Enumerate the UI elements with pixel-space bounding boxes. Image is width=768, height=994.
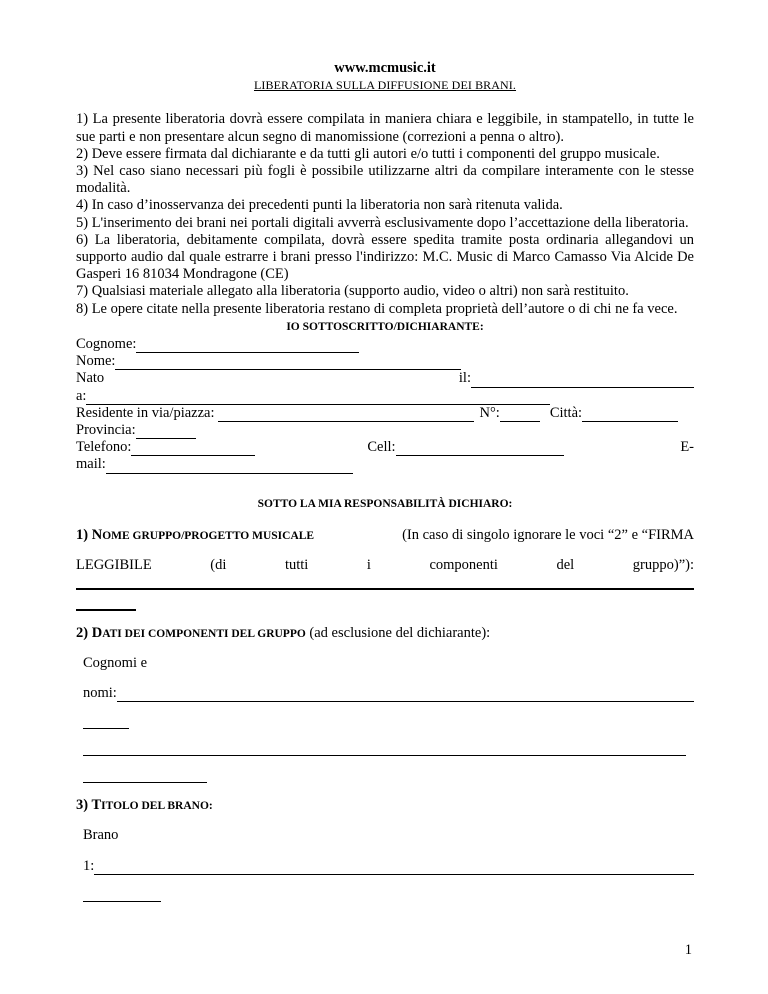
brano-1-field-continued[interactable]	[83, 888, 161, 902]
note-word: del	[556, 556, 575, 573]
document-page	[76, 60, 694, 902]
telefono-label: Telefono:	[76, 439, 132, 456]
section-members	[76, 625, 694, 783]
members-label-cont: nomi:	[83, 685, 117, 702]
page-number: 1	[684, 942, 692, 958]
section-3-title: ITOLO DEL BRANO:	[101, 800, 213, 813]
telefono-field[interactable]	[131, 442, 255, 456]
nato-row	[76, 370, 694, 387]
rules-list	[76, 111, 694, 317]
section-3-number: 3) T	[76, 797, 102, 814]
provincia-label: Provincia:	[76, 422, 136, 439]
group-name-field-continued[interactable]	[76, 590, 136, 611]
il-field[interactable]	[471, 374, 694, 388]
email-row	[76, 456, 694, 473]
citta-label: Città:	[549, 404, 583, 421]
site-url: www.mcmusic.it	[334, 60, 436, 76]
declarant-fields	[76, 336, 694, 474]
members-label: Cognomi e	[83, 655, 148, 672]
residente-row	[76, 405, 694, 422]
numero-label: N°:	[479, 404, 500, 421]
note-word: i	[366, 556, 371, 573]
numero-field[interactable]	[500, 408, 540, 422]
brano-1-field[interactable]	[94, 861, 694, 875]
section-2-title: ATI DEI COMPONENTI DEL GRUPPO	[102, 628, 306, 641]
a-label: a:	[76, 387, 87, 404]
rule-item: 1) La presente liberatoria dovrà essere compilata in maniera chiara e leggibile, in stampatello, in tutte le sue parti e non presentare alcun segno di manomissione (correzioni a penna o altro).	[76, 111, 694, 145]
nome-label: Nome:	[76, 353, 116, 370]
brano-label-cont: 1:	[83, 857, 95, 874]
declarant-heading: IO SOTTOSCRITTO/DICHIARANTE:	[286, 320, 484, 333]
nato-label: Nato	[76, 370, 105, 387]
telefono-row	[76, 439, 694, 456]
group-name-field[interactable]	[76, 574, 694, 590]
document-title: LIBERATORIA SULLA DIFFUSIONE DEI BRANI.	[253, 78, 517, 93]
note-word: tutti	[284, 556, 309, 573]
cell-field[interactable]	[396, 442, 564, 456]
email-field[interactable]	[106, 460, 353, 474]
citta-field[interactable]	[582, 408, 678, 422]
brano-label: Brano	[83, 827, 119, 844]
provincia-field[interactable]	[136, 425, 196, 439]
rule-item: 4) In caso d’inosservanza dei precedenti punti la liberatoria non sarà ritenuta valida.	[76, 197, 563, 214]
il-label: il:	[458, 370, 471, 387]
members-field-2[interactable]	[83, 742, 686, 756]
section-title	[76, 797, 694, 901]
section-2-number: 2) D	[76, 625, 103, 642]
note-word: gruppo)”):	[632, 556, 694, 573]
cognome-field[interactable]	[136, 339, 359, 353]
members-field[interactable]	[117, 688, 694, 702]
rule-item: 7) Qualsiasi materiale allegato alla liberatoria (supporto audio, video o altri) non sarà restituito.	[76, 283, 629, 300]
rule-item: 5) L'inserimento dei brani nei portali digitali avverrà esclusivamente dopo l’accettazione della liberatoria.	[76, 214, 689, 231]
nome-row	[76, 353, 694, 370]
email-label-part2: mail:	[76, 456, 106, 473]
declaration-heading: SOTTO LA MIA RESPONSABILITÀ DICHIARO:	[257, 497, 513, 510]
rule-item: 3) Nel caso siano necessari più fogli è possibile utilizzarne altri da compilare interamente con le stesse modalità.	[76, 163, 694, 197]
provincia-row	[76, 422, 694, 439]
note-word: componenti	[429, 556, 498, 573]
rule-item: 6) La liberatoria, debitamente compilata, dovrà essere spedita tramite posta ordinaria allegandovi un supporto audio dal quale estrarre i brani presso l'indirizzo: M.C. Music di Marco Camasso Via Alcide De Gasperi 16 81034 Mondragone (CE)	[76, 231, 694, 283]
cell-label: Cell:	[367, 439, 396, 456]
note-word: LEGGIBILE	[76, 556, 152, 573]
members-field-continued[interactable]	[83, 715, 129, 729]
luogo-row	[76, 388, 694, 405]
section-2-note: (ad esclusione del dichiarante):	[309, 625, 491, 642]
cognome-label: Cognome:	[76, 336, 137, 353]
email-label-part1: E-	[680, 439, 694, 456]
rule-item: 2) Deve essere firmata dal dichiarante e da tutti gli autori e/o tutti i componenti del gruppo musicale.	[76, 145, 660, 162]
via-field[interactable]	[218, 408, 474, 422]
rule-item: 8) Le opere citate nella presente liberatoria restano di completa proprietà dell’autore o di chi ne fa vece.	[76, 300, 678, 317]
section-1-note-line2	[76, 557, 694, 574]
section-1-number: 1) N	[76, 526, 103, 543]
cognome-row	[76, 336, 694, 353]
section-1-note: (In caso di singolo ignorare le voci “2” e “FIRMA	[402, 526, 694, 543]
section-group-name	[76, 527, 694, 611]
residente-label: Residente in via/piazza:	[76, 404, 215, 421]
luogo-field[interactable]	[86, 391, 550, 405]
nome-field[interactable]	[115, 356, 461, 370]
members-field-2-continued[interactable]	[83, 769, 207, 783]
section-1-title: OME GRUPPO/PROGETTO MUSICALE	[102, 529, 315, 542]
note-word: (di	[210, 556, 227, 573]
